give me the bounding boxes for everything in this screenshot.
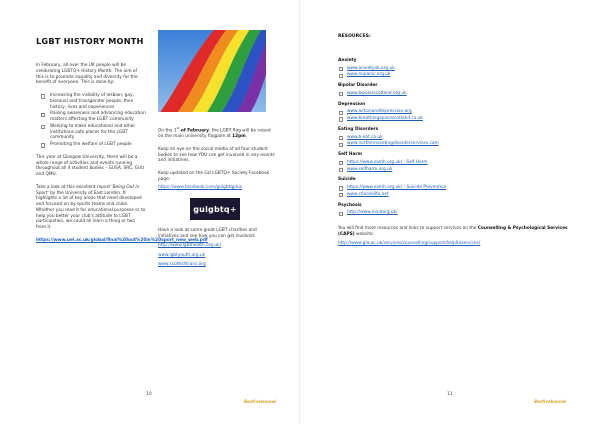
charities-paragraph: Have a look at some great LGBT charities and initiatives and see how you can get involved:	[158, 228, 257, 240]
rainbow-flag-image	[158, 30, 266, 112]
resources-heading: RESOURCES:	[338, 34, 371, 39]
category-eating-disorders: Eating Disorders	[338, 126, 379, 132]
checkbox-bullet-icon	[339, 67, 343, 71]
checkbox-bullet-icon	[339, 111, 343, 115]
resources-column	[338, 34, 576, 253]
list-item[interactable]: www.selfharm.org.uk	[338, 167, 576, 173]
brand-mark: Bestivalsound	[244, 399, 276, 404]
caps-paragraph: You will find more resources and links to support services on the Counselling & Psychological Services (CAPS) website:	[338, 226, 568, 237]
list-item: Working to make educational and other institutions safe places for the LGBT community	[36, 124, 146, 141]
brand-mark: Bestivalsound	[534, 399, 566, 404]
checkbox-bullet-icon	[339, 193, 343, 197]
category-suicide: Suicide	[338, 177, 356, 183]
list-item[interactable]: www.chooselife.net	[338, 192, 576, 198]
list-item[interactable]: https://www.samh.org.uk/ - Suicide Prevention	[338, 185, 576, 191]
checkbox-bullet-icon	[339, 161, 343, 165]
category-bipolar: Bipolar Disorder	[338, 83, 378, 88]
events-paragraph: This year at Glasgow University, there will be a whole range of activities and events running throughout all 4 student bodies – GUSA, SRC, GUU and QMU.	[36, 154, 145, 177]
list-item[interactable]: www.b-eat.co.uk	[338, 135, 576, 141]
page-title: LGBT HISTORY MONTH	[36, 36, 144, 46]
list-item[interactable]: http://www.mindorg.uk/	[338, 210, 576, 216]
checkbox-bullet-icon	[41, 143, 45, 147]
list-item[interactable]: www.anxietyuk.org.uk	[338, 66, 576, 72]
caps-link[interactable]: http://www.gla.ac.uk/services/counselling/support/helpfulservices/	[338, 240, 481, 246]
facebook-paragraph: Keep updated on the GU LGBTQ+ Society Facebook page:	[158, 171, 270, 182]
list-item: Promoting the welfare of LGBT people	[36, 142, 146, 148]
right-page	[300, 0, 600, 424]
intro-paragraph: In February, all over the UK people will be celebrating LGBTQ+ History Month. The aim of this is to promote equality and diversity for the benefit of everyone. This is done by:	[36, 63, 138, 86]
checkbox-bullet-icon	[41, 125, 45, 129]
category-self-harm: Self Harm	[338, 152, 362, 157]
list-item[interactable]: https://www.samh.org.uk/ - Self Harm	[338, 160, 576, 166]
list-item: Increasing the visibility of lesbian, gay, bisexual and transgender people, their history, lives and experiences	[36, 93, 146, 110]
checkbox-bullet-icon	[339, 92, 343, 96]
facebook-link[interactable]: https://www.facebook.com/gulgbtqplus	[158, 184, 242, 190]
social-media-paragraph: Keep an eye on the social media of all four student bodies to see how YOU can get involved in any events and initiatives.	[158, 146, 275, 164]
gulgbtq-logo: gulgbtq+	[190, 198, 240, 220]
checkbox-bullet-icon	[339, 143, 343, 147]
checkbox-bullet-icon	[339, 212, 343, 216]
category-depression: Depression	[338, 101, 366, 107]
charity-link[interactable]: http://www.lgbthealth.org.uk/	[158, 242, 222, 248]
list-item: Raising awareness and advancing education matters affecting the LGBT community	[36, 111, 146, 123]
report-link[interactable]: https://www.uel.ac.uk/global/final%20out%20in%20sport_new_web.pdf	[36, 237, 208, 243]
charity-link[interactable]: www.lgbtyouth.org.uk	[158, 252, 206, 258]
category-psychosis: Psychosis	[338, 202, 362, 208]
category-anxiety: Anxiety	[338, 57, 357, 63]
checkbox-bullet-icon	[339, 117, 343, 121]
checkbox-bullet-icon	[41, 113, 45, 117]
aims-list	[36, 93, 146, 148]
checkbox-bullet-icon	[339, 136, 343, 140]
checkbox-bullet-icon	[41, 94, 45, 98]
list-item[interactable]: www.nopanic.org.uk	[338, 72, 576, 78]
middle-column	[158, 30, 276, 268]
page-number: 10	[146, 392, 152, 397]
list-item[interactable]: www.breathingspacescotland.co.uk	[338, 116, 576, 122]
checkbox-bullet-icon	[339, 168, 343, 172]
checkbox-bullet-icon	[339, 186, 343, 190]
list-item[interactable]: www.northernseatingdisorderservices.com	[338, 141, 576, 147]
page-number: 11	[447, 392, 453, 397]
report-paragraph: Take a look at this excellent report 'Being Out in Sport' by the University of East London. It highlights a lot of key areas that need developed and focused on by sports teams and clubs. Whether you read it for educational purposes or to help you better your club's attitude to LGBT participation, we could all learn a thing or two from it.	[36, 184, 146, 230]
list-item[interactable]: www.bipolarscotland.org.uk	[338, 91, 576, 97]
charity-link[interactable]: www.scottishtrans.org	[158, 262, 206, 268]
checkbox-bullet-icon	[339, 74, 343, 78]
list-item[interactable]: www.actiononddepression.org	[338, 109, 576, 115]
flag-raising-paragraph: On the 1st of February, the LGBT flag will be raised on the main university flagpole at 12pm.	[158, 126, 271, 140]
